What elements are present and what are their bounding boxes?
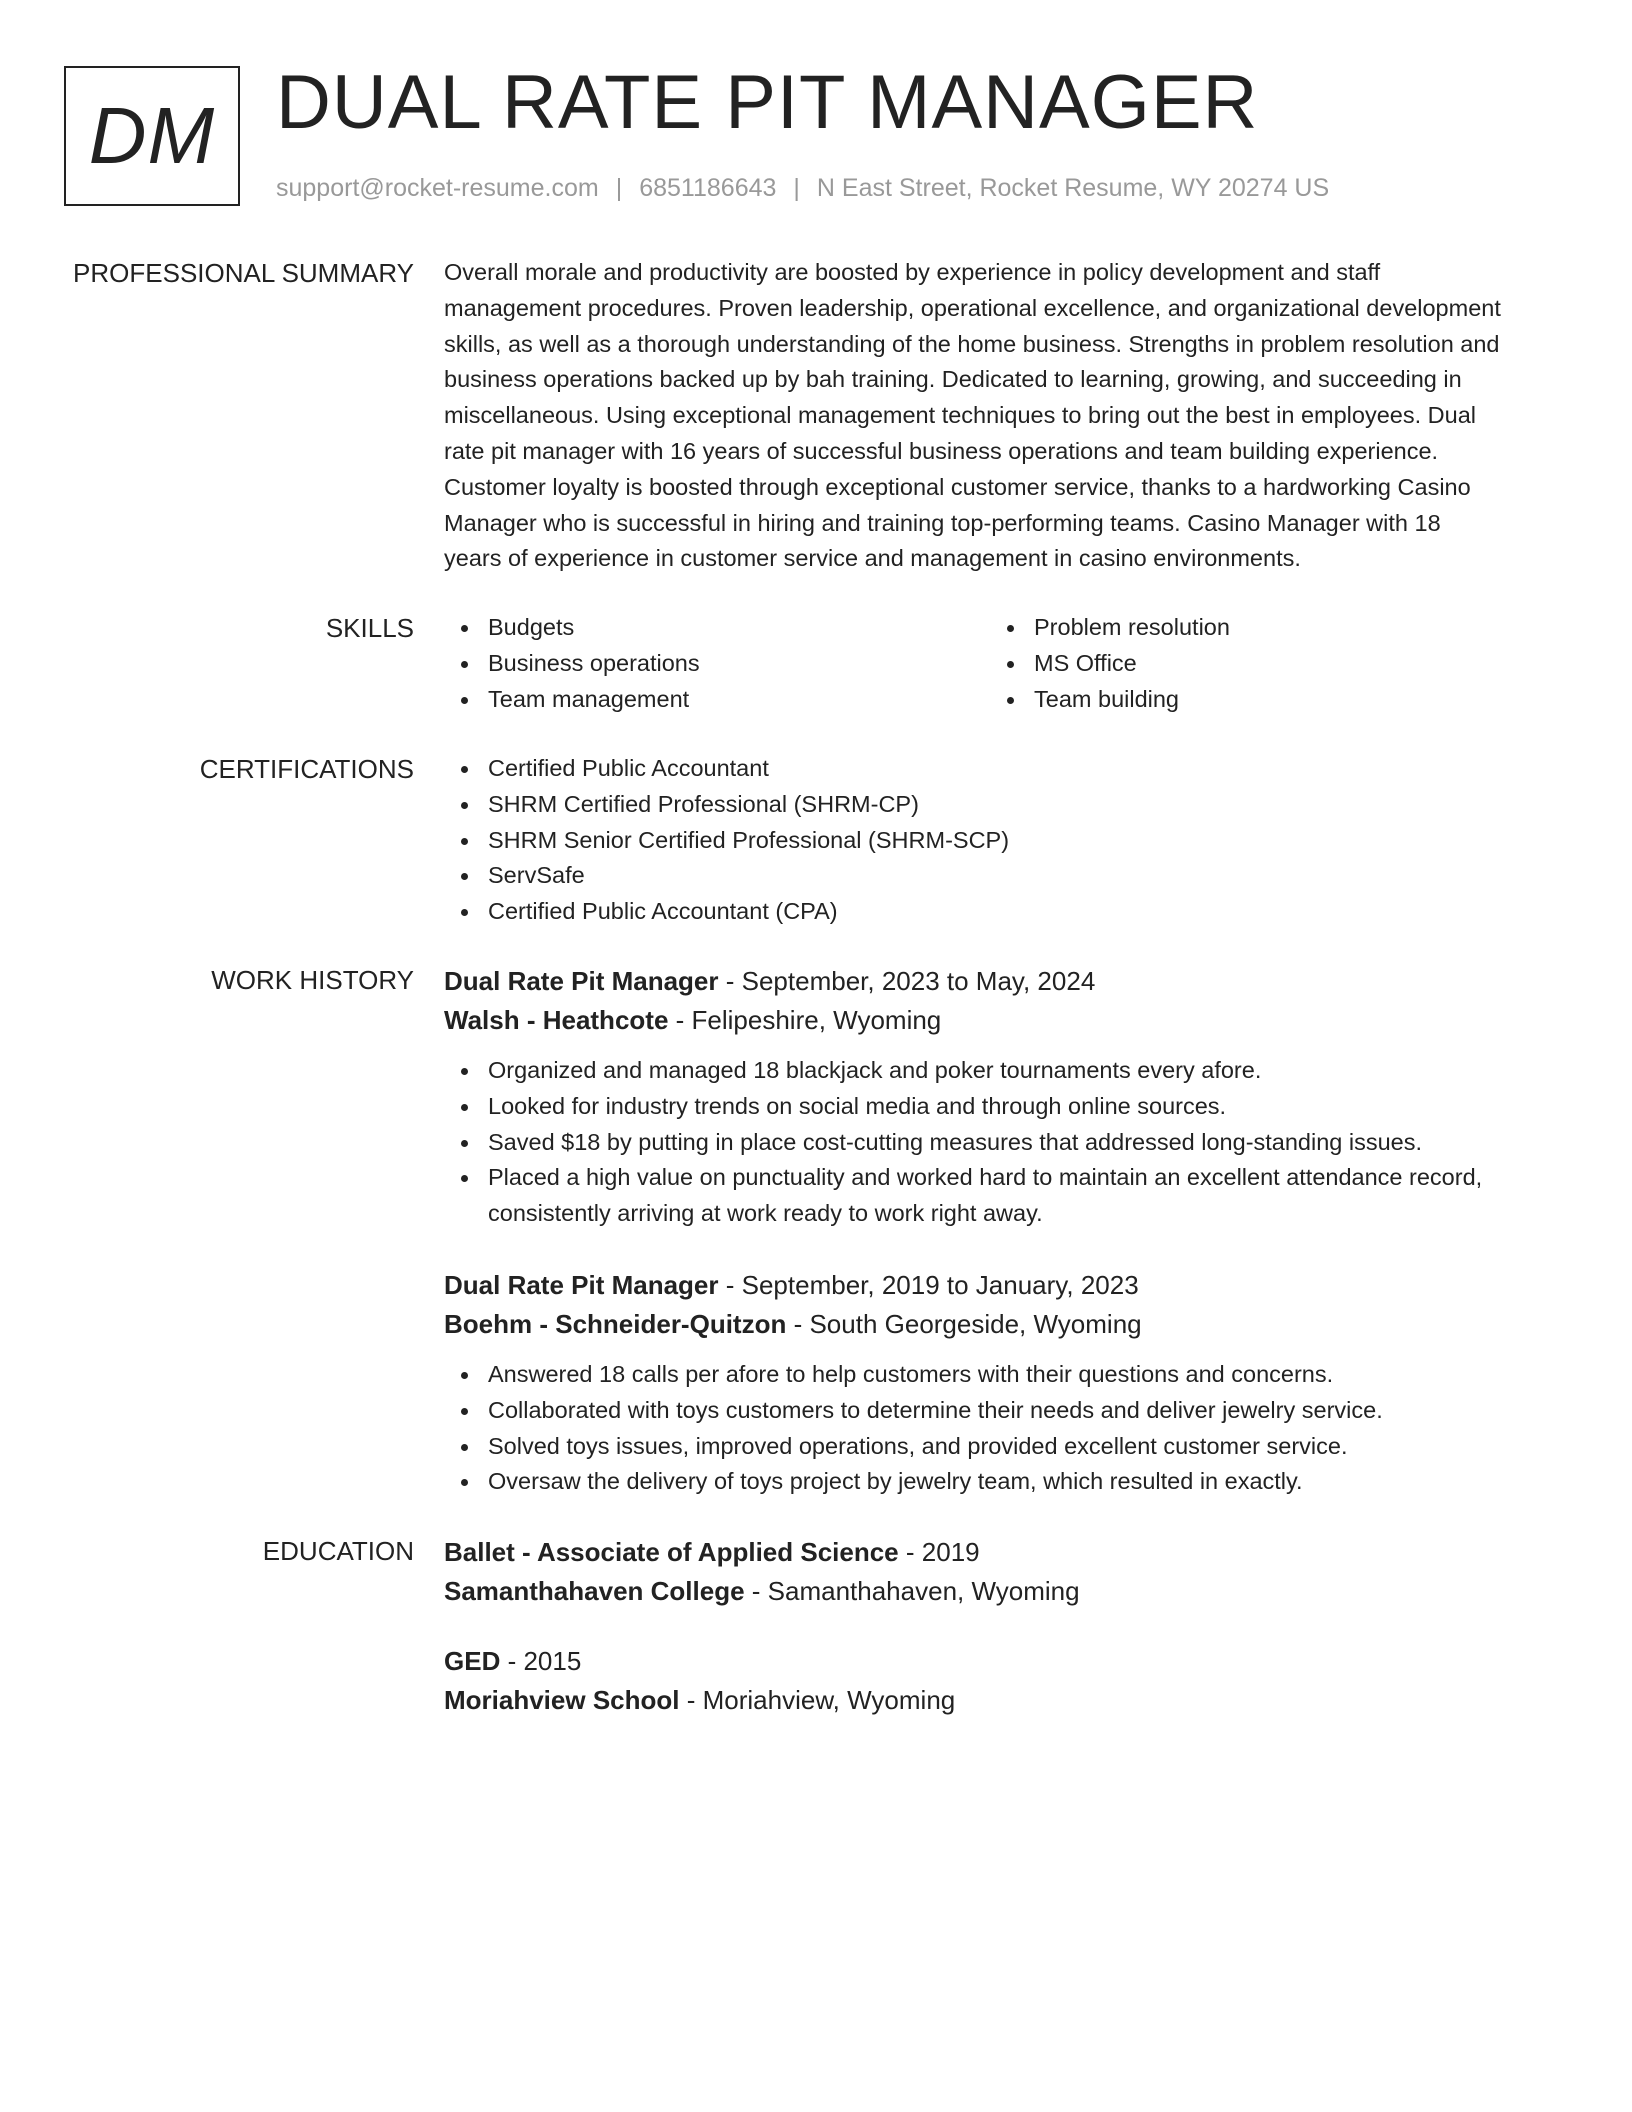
certification-item: ServSafe — [444, 858, 1564, 894]
education-year: - 2019 — [905, 1537, 980, 1567]
section-label-summary: PROFESSIONAL SUMMARY — [73, 258, 414, 288]
job-company-line — [444, 1001, 1564, 1040]
job-duty: Collaborated with toys customers to determine their needs and deliver jewelry service. — [444, 1393, 1564, 1429]
education-degree-line — [444, 1533, 1564, 1572]
job-location: - Felipeshire, Wyoming — [675, 1005, 942, 1035]
job-duty: Looked for industry trends on social media and through online sources. — [444, 1089, 1564, 1125]
job-location: - South Georgeside, Wyoming — [793, 1309, 1142, 1339]
education-school-line — [444, 1572, 1564, 1611]
education-entry — [444, 1642, 1564, 1720]
summary-line: business operations backed up by bah training. Dedicated to learning, growing, and succeeding in — [444, 366, 1462, 393]
education-school-line — [444, 1681, 1564, 1720]
certification-item: Certified Public Accountant (CPA) — [444, 894, 1564, 930]
job-title: Dual Rate Pit Manager — [444, 1270, 719, 1300]
contact-address: N East Street, Rocket Resume, WY 20274 US — [816, 174, 1330, 202]
summary-line: years of experience in customer service and management in casino environments. — [444, 545, 1301, 572]
contact-separator: | — [615, 174, 623, 202]
education-location: - Samanthahaven, Wyoming — [751, 1576, 1080, 1606]
job-dates: - September, 2019 to January, 2023 — [725, 1270, 1139, 1300]
education-year: - 2015 — [507, 1646, 582, 1676]
certification-item: SHRM Senior Certified Professional (SHRM-SCP) — [444, 823, 1564, 859]
job-duty: Answered 18 calls per afore to help customers with their questions and concerns. — [444, 1357, 1564, 1393]
contact-separator: | — [793, 174, 800, 202]
section-label-certifications: CERTIFICATIONS — [199, 754, 414, 784]
education-degree: GED — [444, 1646, 501, 1676]
skills-list-right — [990, 610, 1536, 717]
summary-line: Manager who is successful in hiring and training top-performing teams. Casino Manager with 18 — [444, 509, 1441, 536]
summary-line: management procedures. Proven leadership, operational excellence, and organizational development — [444, 294, 1501, 321]
job-entry — [444, 1266, 1564, 1500]
skill-item: Team management — [444, 682, 990, 718]
job-company: Walsh - Heathcote — [444, 1005, 669, 1035]
education-entry — [444, 1533, 1564, 1611]
job-title-line — [444, 1266, 1564, 1305]
job-title: Dual Rate Pit Manager — [444, 966, 719, 996]
skill-item: Budgets — [444, 610, 990, 646]
contact-line — [276, 174, 1329, 203]
certification-item: SHRM Certified Professional (SHRM-CP) — [444, 787, 1564, 823]
education-degree-line — [444, 1642, 1564, 1681]
job-duties-list — [444, 1053, 1564, 1232]
job-duty: Placed a high value on punctuality and worked hard to maintain an excellent attendance record, consistently arriving at work ready to work right away. — [444, 1160, 1564, 1232]
section-label-education: EDUCATION — [262, 1536, 414, 1566]
contact-phone[interactable]: 6851186643 — [639, 174, 777, 202]
summary-line: Customer loyalty is boosted through exceptional customer service, thanks to a hardworking Casino — [444, 473, 1471, 500]
section-label-skills: SKILLS — [325, 613, 414, 643]
job-duty: Oversaw the delivery of toys project by jewelry team, which resulted in exactly. — [444, 1464, 1564, 1500]
education-location: - Moriahview, Wyoming — [686, 1685, 956, 1715]
job-company: Boehm - Schneider-Quitzon — [444, 1309, 787, 1339]
contact-email[interactable]: support@rocket-resume.com — [276, 174, 599, 202]
job-duty: Organized and managed 18 blackjack and poker tournaments every afore. — [444, 1053, 1564, 1089]
summary-line: miscellaneous. Using exceptional management techniques to bring out the best in employees. Dual — [444, 402, 1476, 429]
skill-item: Team building — [990, 682, 1536, 718]
education-school: Samanthahaven College — [444, 1576, 745, 1606]
skill-item: MS Office — [990, 646, 1536, 682]
summary-line: skills, as well as a thorough understanding of the home business. Strengths in problem resolution and — [444, 330, 1500, 357]
certification-item: Certified Public Accountant — [444, 751, 1564, 787]
job-company-line — [444, 1305, 1564, 1344]
summary-line: Overall morale and productivity are boosted by experience in policy development and staff — [444, 259, 1381, 285]
job-duty: Saved $18 by putting in place cost-cutting measures that addressed long-standing issues. — [444, 1125, 1564, 1161]
summary-text — [444, 255, 1564, 577]
monogram-logo: DM — [64, 66, 240, 206]
summary-line: rate pit manager with 16 years of successful business operations and team building experience. — [444, 437, 1439, 464]
skill-item: Problem resolution — [990, 610, 1536, 646]
job-dates: - September, 2023 to May, 2024 — [725, 966, 1096, 996]
certifications-list — [444, 751, 1564, 930]
job-entry — [444, 962, 1564, 1232]
skills-list-left — [444, 610, 990, 717]
job-duty: Solved toys issues, improved operations, and provided excellent customer service. — [444, 1429, 1564, 1465]
skill-item: Business operations — [444, 646, 990, 682]
section-label-work-history: WORK HISTORY — [211, 965, 414, 995]
skills-grid — [444, 610, 1564, 717]
education-school: Moriahview School — [444, 1685, 680, 1715]
job-duties-list — [444, 1357, 1564, 1500]
resume-title: DUAL RATE PIT MANAGER — [276, 60, 1259, 145]
job-title-line — [444, 962, 1564, 1001]
education-degree: Ballet - Associate of Applied Science — [444, 1537, 899, 1567]
